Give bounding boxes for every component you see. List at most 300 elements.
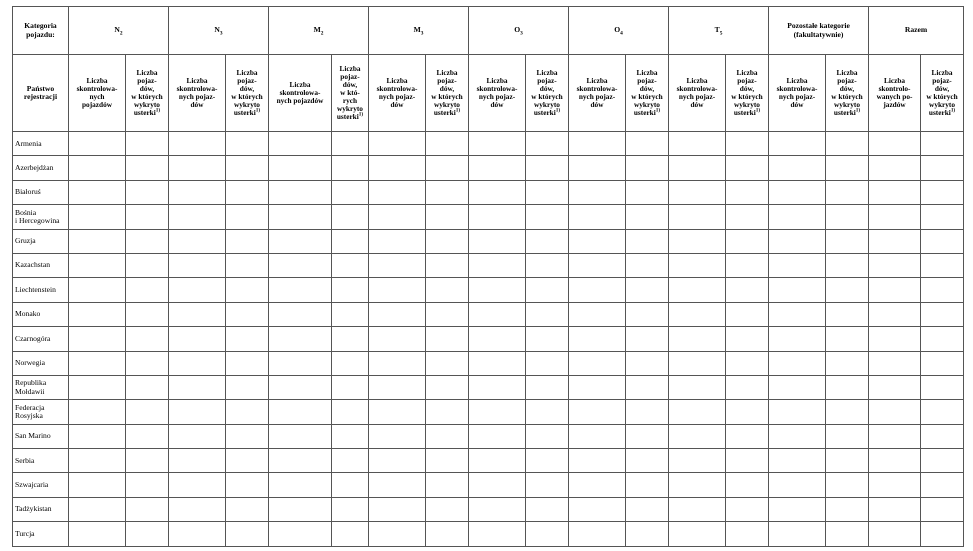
data-cell[interactable] xyxy=(126,229,169,253)
data-cell[interactable] xyxy=(826,375,869,399)
data-cell[interactable] xyxy=(69,400,126,424)
data-cell[interactable] xyxy=(169,132,226,156)
data-cell[interactable] xyxy=(269,522,332,546)
data-cell[interactable] xyxy=(226,229,269,253)
data-cell[interactable] xyxy=(569,278,626,302)
data-cell[interactable] xyxy=(169,522,226,546)
data-cell[interactable] xyxy=(269,497,332,521)
data-cell[interactable] xyxy=(69,424,126,448)
data-cell[interactable] xyxy=(726,473,769,497)
data-cell[interactable] xyxy=(126,497,169,521)
data-cell[interactable] xyxy=(526,400,569,424)
data-cell[interactable] xyxy=(669,302,726,326)
data-cell[interactable] xyxy=(626,522,669,546)
data-cell[interactable] xyxy=(126,473,169,497)
data-cell[interactable] xyxy=(426,156,469,180)
data-cell[interactable] xyxy=(369,278,426,302)
data-cell[interactable] xyxy=(69,205,126,229)
data-cell[interactable] xyxy=(169,473,226,497)
data-cell[interactable] xyxy=(426,375,469,399)
data-cell[interactable] xyxy=(726,351,769,375)
data-cell[interactable] xyxy=(869,205,921,229)
data-cell[interactable] xyxy=(726,424,769,448)
data-cell[interactable] xyxy=(69,229,126,253)
data-cell[interactable] xyxy=(269,400,332,424)
data-cell[interactable] xyxy=(332,229,369,253)
data-cell[interactable] xyxy=(569,132,626,156)
data-cell[interactable] xyxy=(69,278,126,302)
data-cell[interactable] xyxy=(826,205,869,229)
data-cell[interactable] xyxy=(726,449,769,473)
data-cell[interactable] xyxy=(269,278,332,302)
data-cell[interactable] xyxy=(626,180,669,204)
data-cell[interactable] xyxy=(869,253,921,277)
data-cell[interactable] xyxy=(426,180,469,204)
data-cell[interactable] xyxy=(726,132,769,156)
data-cell[interactable] xyxy=(469,400,526,424)
data-cell[interactable] xyxy=(921,497,964,521)
data-cell[interactable] xyxy=(626,205,669,229)
data-cell[interactable] xyxy=(726,278,769,302)
data-cell[interactable] xyxy=(626,497,669,521)
data-cell[interactable] xyxy=(269,180,332,204)
data-cell[interactable] xyxy=(669,400,726,424)
data-cell[interactable] xyxy=(921,449,964,473)
data-cell[interactable] xyxy=(469,302,526,326)
data-cell[interactable] xyxy=(569,424,626,448)
data-cell[interactable] xyxy=(332,205,369,229)
data-cell[interactable] xyxy=(226,302,269,326)
data-cell[interactable] xyxy=(569,497,626,521)
data-cell[interactable] xyxy=(869,278,921,302)
data-cell[interactable] xyxy=(769,180,826,204)
data-cell[interactable] xyxy=(769,156,826,180)
data-cell[interactable] xyxy=(226,351,269,375)
data-cell[interactable] xyxy=(569,205,626,229)
data-cell[interactable] xyxy=(126,205,169,229)
data-cell[interactable] xyxy=(426,351,469,375)
data-cell[interactable] xyxy=(126,351,169,375)
data-cell[interactable] xyxy=(269,156,332,180)
data-cell[interactable] xyxy=(921,351,964,375)
data-cell[interactable] xyxy=(126,278,169,302)
data-cell[interactable] xyxy=(226,375,269,399)
data-cell[interactable] xyxy=(526,497,569,521)
data-cell[interactable] xyxy=(469,229,526,253)
data-cell[interactable] xyxy=(369,351,426,375)
data-cell[interactable] xyxy=(226,278,269,302)
data-cell[interactable] xyxy=(169,497,226,521)
data-cell[interactable] xyxy=(226,253,269,277)
data-cell[interactable] xyxy=(826,473,869,497)
data-cell[interactable] xyxy=(769,449,826,473)
data-cell[interactable] xyxy=(669,278,726,302)
data-cell[interactable] xyxy=(669,156,726,180)
data-cell[interactable] xyxy=(526,302,569,326)
data-cell[interactable] xyxy=(332,180,369,204)
data-cell[interactable] xyxy=(226,180,269,204)
data-cell[interactable] xyxy=(569,156,626,180)
data-cell[interactable] xyxy=(126,327,169,351)
data-cell[interactable] xyxy=(332,400,369,424)
data-cell[interactable] xyxy=(169,278,226,302)
data-cell[interactable] xyxy=(526,229,569,253)
data-cell[interactable] xyxy=(826,156,869,180)
data-cell[interactable] xyxy=(332,302,369,326)
data-cell[interactable] xyxy=(526,278,569,302)
data-cell[interactable] xyxy=(869,132,921,156)
data-cell[interactable] xyxy=(526,180,569,204)
data-cell[interactable] xyxy=(669,132,726,156)
data-cell[interactable] xyxy=(469,351,526,375)
data-cell[interactable] xyxy=(226,400,269,424)
data-cell[interactable] xyxy=(226,522,269,546)
data-cell[interactable] xyxy=(921,156,964,180)
data-cell[interactable] xyxy=(726,327,769,351)
data-cell[interactable] xyxy=(726,302,769,326)
data-cell[interactable] xyxy=(332,424,369,448)
data-cell[interactable] xyxy=(569,302,626,326)
data-cell[interactable] xyxy=(769,351,826,375)
data-cell[interactable] xyxy=(526,473,569,497)
data-cell[interactable] xyxy=(769,132,826,156)
data-cell[interactable] xyxy=(426,302,469,326)
data-cell[interactable] xyxy=(626,400,669,424)
data-cell[interactable] xyxy=(69,327,126,351)
data-cell[interactable] xyxy=(69,449,126,473)
data-cell[interactable] xyxy=(426,327,469,351)
data-cell[interactable] xyxy=(669,205,726,229)
data-cell[interactable] xyxy=(826,400,869,424)
data-cell[interactable] xyxy=(226,132,269,156)
data-cell[interactable] xyxy=(369,497,426,521)
data-cell[interactable] xyxy=(369,132,426,156)
data-cell[interactable] xyxy=(69,180,126,204)
data-cell[interactable] xyxy=(826,351,869,375)
data-cell[interactable] xyxy=(826,180,869,204)
data-cell[interactable] xyxy=(921,205,964,229)
data-cell[interactable] xyxy=(526,327,569,351)
data-cell[interactable] xyxy=(669,253,726,277)
data-cell[interactable] xyxy=(226,449,269,473)
data-cell[interactable] xyxy=(332,497,369,521)
data-cell[interactable] xyxy=(169,156,226,180)
data-cell[interactable] xyxy=(826,229,869,253)
data-cell[interactable] xyxy=(569,522,626,546)
data-cell[interactable] xyxy=(126,424,169,448)
data-cell[interactable] xyxy=(921,424,964,448)
data-cell[interactable] xyxy=(169,205,226,229)
data-cell[interactable] xyxy=(526,205,569,229)
data-cell[interactable] xyxy=(921,400,964,424)
data-cell[interactable] xyxy=(426,205,469,229)
data-cell[interactable] xyxy=(226,205,269,229)
data-cell[interactable] xyxy=(369,229,426,253)
data-cell[interactable] xyxy=(126,180,169,204)
data-cell[interactable] xyxy=(526,253,569,277)
data-cell[interactable] xyxy=(69,522,126,546)
data-cell[interactable] xyxy=(826,278,869,302)
data-cell[interactable] xyxy=(332,156,369,180)
data-cell[interactable] xyxy=(569,449,626,473)
data-cell[interactable] xyxy=(332,522,369,546)
data-cell[interactable] xyxy=(669,180,726,204)
data-cell[interactable] xyxy=(169,424,226,448)
data-cell[interactable] xyxy=(869,424,921,448)
data-cell[interactable] xyxy=(332,351,369,375)
data-cell[interactable] xyxy=(869,180,921,204)
data-cell[interactable] xyxy=(269,449,332,473)
data-cell[interactable] xyxy=(426,400,469,424)
data-cell[interactable] xyxy=(626,132,669,156)
data-cell[interactable] xyxy=(226,497,269,521)
data-cell[interactable] xyxy=(869,302,921,326)
data-cell[interactable] xyxy=(169,229,226,253)
data-cell[interactable] xyxy=(269,253,332,277)
data-cell[interactable] xyxy=(626,473,669,497)
data-cell[interactable] xyxy=(169,253,226,277)
data-cell[interactable] xyxy=(169,302,226,326)
data-cell[interactable] xyxy=(626,229,669,253)
data-cell[interactable] xyxy=(332,449,369,473)
data-cell[interactable] xyxy=(769,302,826,326)
data-cell[interactable] xyxy=(826,327,869,351)
data-cell[interactable] xyxy=(526,132,569,156)
data-cell[interactable] xyxy=(826,132,869,156)
data-cell[interactable] xyxy=(769,229,826,253)
data-cell[interactable] xyxy=(69,156,126,180)
data-cell[interactable] xyxy=(169,375,226,399)
data-cell[interactable] xyxy=(869,229,921,253)
data-cell[interactable] xyxy=(426,449,469,473)
data-cell[interactable] xyxy=(426,278,469,302)
data-cell[interactable] xyxy=(369,302,426,326)
data-cell[interactable] xyxy=(169,180,226,204)
data-cell[interactable] xyxy=(469,132,526,156)
data-cell[interactable] xyxy=(869,375,921,399)
data-cell[interactable] xyxy=(426,229,469,253)
data-cell[interactable] xyxy=(769,205,826,229)
data-cell[interactable] xyxy=(626,278,669,302)
data-cell[interactable] xyxy=(69,351,126,375)
data-cell[interactable] xyxy=(826,449,869,473)
data-cell[interactable] xyxy=(726,253,769,277)
data-cell[interactable] xyxy=(332,327,369,351)
data-cell[interactable] xyxy=(526,424,569,448)
data-cell[interactable] xyxy=(126,522,169,546)
data-cell[interactable] xyxy=(269,327,332,351)
data-cell[interactable] xyxy=(669,522,726,546)
data-cell[interactable] xyxy=(369,327,426,351)
data-cell[interactable] xyxy=(426,497,469,521)
data-cell[interactable] xyxy=(69,253,126,277)
data-cell[interactable] xyxy=(826,522,869,546)
data-cell[interactable] xyxy=(669,351,726,375)
data-cell[interactable] xyxy=(332,253,369,277)
data-cell[interactable] xyxy=(332,473,369,497)
data-cell[interactable] xyxy=(921,375,964,399)
data-cell[interactable] xyxy=(469,473,526,497)
data-cell[interactable] xyxy=(169,351,226,375)
data-cell[interactable] xyxy=(921,132,964,156)
data-cell[interactable] xyxy=(269,302,332,326)
data-cell[interactable] xyxy=(332,278,369,302)
data-cell[interactable] xyxy=(669,375,726,399)
data-cell[interactable] xyxy=(826,302,869,326)
data-cell[interactable] xyxy=(921,229,964,253)
data-cell[interactable] xyxy=(569,351,626,375)
data-cell[interactable] xyxy=(332,132,369,156)
data-cell[interactable] xyxy=(869,473,921,497)
data-cell[interactable] xyxy=(826,497,869,521)
data-cell[interactable] xyxy=(269,205,332,229)
data-cell[interactable] xyxy=(469,327,526,351)
data-cell[interactable] xyxy=(469,375,526,399)
data-cell[interactable] xyxy=(626,424,669,448)
data-cell[interactable] xyxy=(569,400,626,424)
data-cell[interactable] xyxy=(169,327,226,351)
data-cell[interactable] xyxy=(369,400,426,424)
data-cell[interactable] xyxy=(369,424,426,448)
data-cell[interactable] xyxy=(126,375,169,399)
data-cell[interactable] xyxy=(269,351,332,375)
data-cell[interactable] xyxy=(369,180,426,204)
data-cell[interactable] xyxy=(426,424,469,448)
data-cell[interactable] xyxy=(226,424,269,448)
data-cell[interactable] xyxy=(626,375,669,399)
data-cell[interactable] xyxy=(69,375,126,399)
data-cell[interactable] xyxy=(669,229,726,253)
data-cell[interactable] xyxy=(726,156,769,180)
data-cell[interactable] xyxy=(126,253,169,277)
data-cell[interactable] xyxy=(569,375,626,399)
data-cell[interactable] xyxy=(426,473,469,497)
data-cell[interactable] xyxy=(769,327,826,351)
data-cell[interactable] xyxy=(569,327,626,351)
data-cell[interactable] xyxy=(669,327,726,351)
data-cell[interactable] xyxy=(626,302,669,326)
data-cell[interactable] xyxy=(669,473,726,497)
data-cell[interactable] xyxy=(369,375,426,399)
data-cell[interactable] xyxy=(626,156,669,180)
data-cell[interactable] xyxy=(369,253,426,277)
data-cell[interactable] xyxy=(369,473,426,497)
data-cell[interactable] xyxy=(869,449,921,473)
data-cell[interactable] xyxy=(769,253,826,277)
data-cell[interactable] xyxy=(921,473,964,497)
data-cell[interactable] xyxy=(669,424,726,448)
data-cell[interactable] xyxy=(469,253,526,277)
data-cell[interactable] xyxy=(626,449,669,473)
data-cell[interactable] xyxy=(469,205,526,229)
data-cell[interactable] xyxy=(69,473,126,497)
data-cell[interactable] xyxy=(921,278,964,302)
data-cell[interactable] xyxy=(426,522,469,546)
data-cell[interactable] xyxy=(921,327,964,351)
data-cell[interactable] xyxy=(769,424,826,448)
data-cell[interactable] xyxy=(426,132,469,156)
data-cell[interactable] xyxy=(469,180,526,204)
data-cell[interactable] xyxy=(726,180,769,204)
data-cell[interactable] xyxy=(469,424,526,448)
data-cell[interactable] xyxy=(569,253,626,277)
data-cell[interactable] xyxy=(469,522,526,546)
data-cell[interactable] xyxy=(126,449,169,473)
data-cell[interactable] xyxy=(726,400,769,424)
data-cell[interactable] xyxy=(269,375,332,399)
data-cell[interactable] xyxy=(569,180,626,204)
data-cell[interactable] xyxy=(69,302,126,326)
data-cell[interactable] xyxy=(626,351,669,375)
data-cell[interactable] xyxy=(269,132,332,156)
data-cell[interactable] xyxy=(526,522,569,546)
data-cell[interactable] xyxy=(69,497,126,521)
data-cell[interactable] xyxy=(669,497,726,521)
data-cell[interactable] xyxy=(526,156,569,180)
data-cell[interactable] xyxy=(369,156,426,180)
data-cell[interactable] xyxy=(226,156,269,180)
data-cell[interactable] xyxy=(726,522,769,546)
data-cell[interactable] xyxy=(226,327,269,351)
data-cell[interactable] xyxy=(769,522,826,546)
data-cell[interactable] xyxy=(526,351,569,375)
data-cell[interactable] xyxy=(769,473,826,497)
data-cell[interactable] xyxy=(921,302,964,326)
data-cell[interactable] xyxy=(769,497,826,521)
data-cell[interactable] xyxy=(826,424,869,448)
data-cell[interactable] xyxy=(126,302,169,326)
data-cell[interactable] xyxy=(869,351,921,375)
data-cell[interactable] xyxy=(269,473,332,497)
data-cell[interactable] xyxy=(526,375,569,399)
data-cell[interactable] xyxy=(669,449,726,473)
data-cell[interactable] xyxy=(369,449,426,473)
data-cell[interactable] xyxy=(69,132,126,156)
data-cell[interactable] xyxy=(269,424,332,448)
data-cell[interactable] xyxy=(921,522,964,546)
data-cell[interactable] xyxy=(626,253,669,277)
data-cell[interactable] xyxy=(332,375,369,399)
data-cell[interactable] xyxy=(869,400,921,424)
data-cell[interactable] xyxy=(469,449,526,473)
data-cell[interactable] xyxy=(626,327,669,351)
data-cell[interactable] xyxy=(126,400,169,424)
data-cell[interactable] xyxy=(826,253,869,277)
data-cell[interactable] xyxy=(269,229,332,253)
data-cell[interactable] xyxy=(921,253,964,277)
data-cell[interactable] xyxy=(769,375,826,399)
data-cell[interactable] xyxy=(369,522,426,546)
data-cell[interactable] xyxy=(921,180,964,204)
data-cell[interactable] xyxy=(869,327,921,351)
data-cell[interactable] xyxy=(726,205,769,229)
data-cell[interactable] xyxy=(569,229,626,253)
data-cell[interactable] xyxy=(426,253,469,277)
data-cell[interactable] xyxy=(726,497,769,521)
data-cell[interactable] xyxy=(769,278,826,302)
data-cell[interactable] xyxy=(469,156,526,180)
data-cell[interactable] xyxy=(169,400,226,424)
data-cell[interactable] xyxy=(869,156,921,180)
data-cell[interactable] xyxy=(469,497,526,521)
data-cell[interactable] xyxy=(769,400,826,424)
data-cell[interactable] xyxy=(526,449,569,473)
data-cell[interactable] xyxy=(126,156,169,180)
data-cell[interactable] xyxy=(226,473,269,497)
data-cell[interactable] xyxy=(169,449,226,473)
data-cell[interactable] xyxy=(126,132,169,156)
data-cell[interactable] xyxy=(726,375,769,399)
